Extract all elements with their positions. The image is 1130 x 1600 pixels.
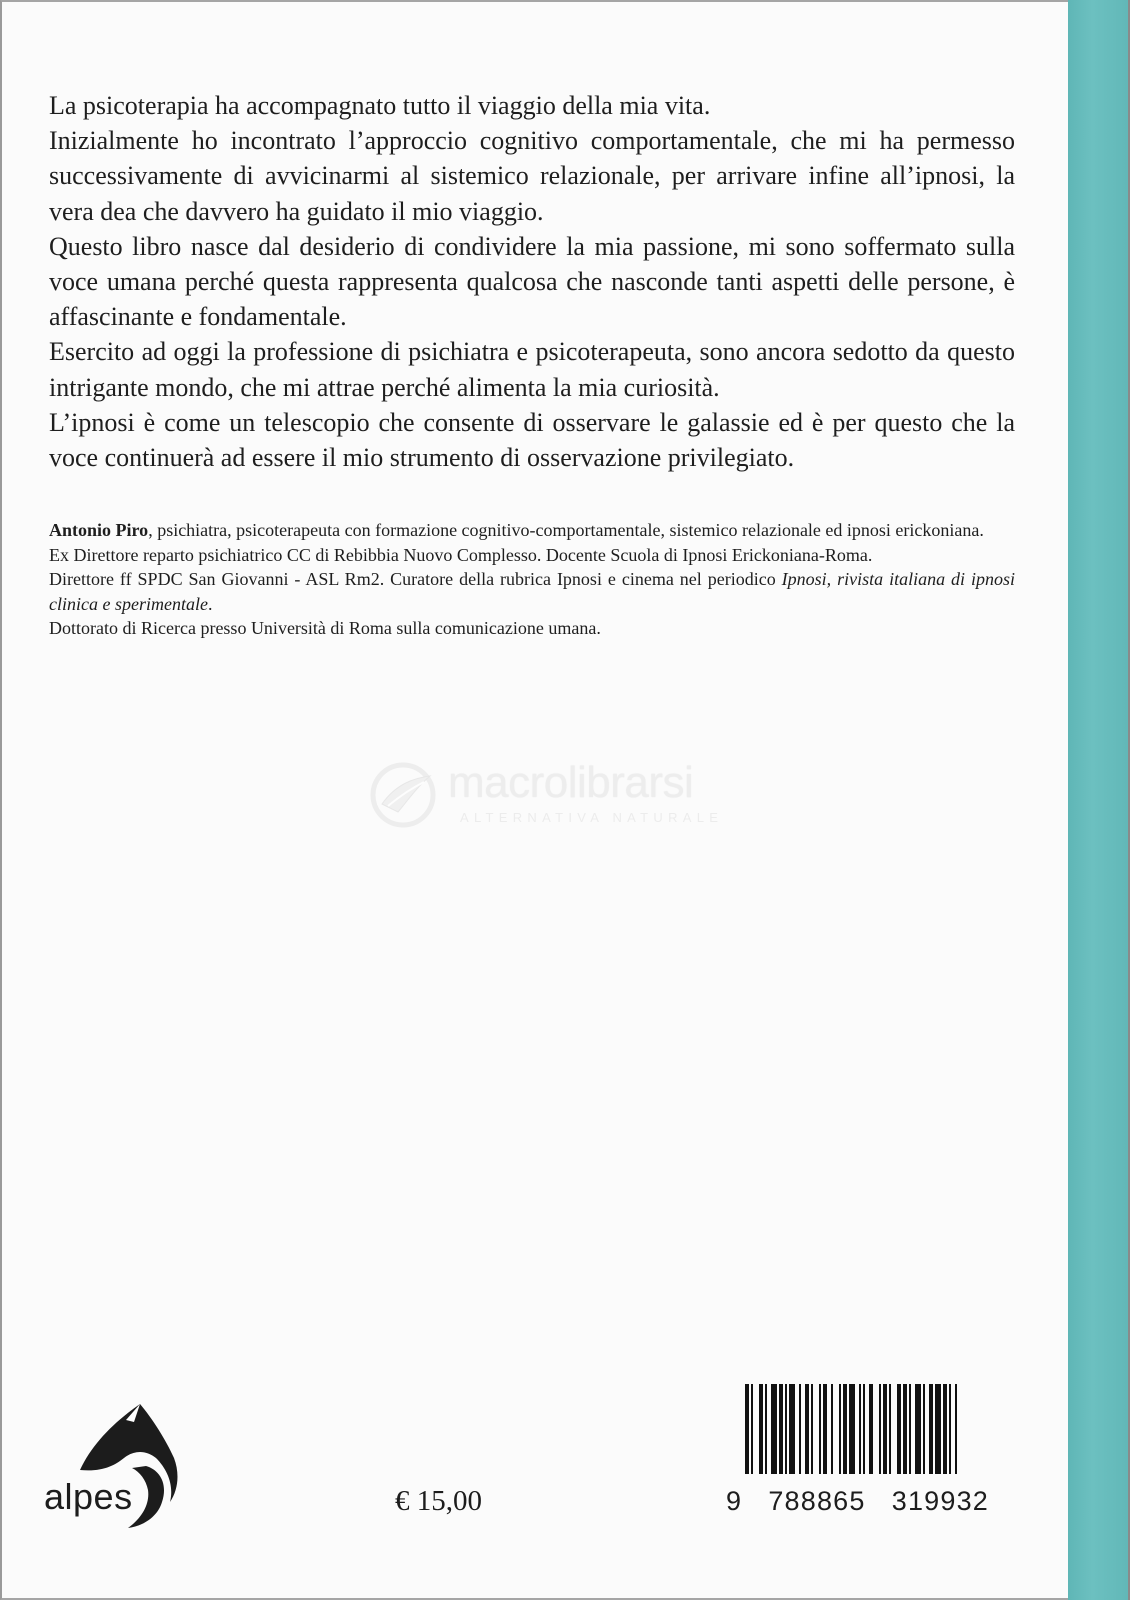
barcode-bar: [811, 1384, 813, 1474]
author-bio: [49, 518, 1015, 641]
watermark-tagline: ALTERNATIVA NATURALE: [460, 810, 724, 825]
blurb-text: [49, 88, 1015, 475]
isbn-number: 9 788865 319932: [726, 1486, 990, 1516]
price-label: € 15,00: [395, 1485, 482, 1517]
watermark-brand: macrolibrarsi: [448, 758, 694, 807]
leaf-swoosh-icon: [368, 760, 438, 830]
barcode-bar: [859, 1384, 861, 1474]
barcode-bar: [863, 1384, 865, 1474]
barcode-bar: [903, 1384, 907, 1474]
periodical-title: Ipnosi, rivista italiana di ipnosi clinica e sperimentale: [49, 569, 1015, 614]
barcode-bar: [909, 1384, 911, 1474]
barcode-bar: [869, 1384, 873, 1474]
author-name: Antonio Piro: [49, 520, 149, 540]
barcode-bar: [897, 1384, 901, 1474]
book-spine-strip: [1068, 0, 1130, 1600]
barcode-bar: [879, 1384, 881, 1474]
barcode-bar: [745, 1384, 749, 1474]
barcode-bar: [789, 1384, 795, 1474]
blurb-paragraph: Questo libro nasce dal desiderio di condividere la mia passione, mi sono soffermato sulla voce umana perché questa rappresenta qualcosa che nasconde tanti aspetti delle persone, è affascinante e fondamentale.: [49, 231, 1015, 332]
bio-text: .: [207, 593, 213, 614]
barcode-bar: [799, 1384, 801, 1474]
barcode-bar: [929, 1384, 933, 1474]
barcode-bar: [765, 1384, 767, 1474]
barcode-bar: [751, 1384, 753, 1474]
barcode-bar: [805, 1384, 809, 1474]
barcode-bar: [779, 1384, 783, 1474]
blurb-paragraph: Esercito ad oggi la professione di psichiatra e psicoterapeuta, sono ancora sedotto da questo intrigante mondo, che mi attrae perché alimenta la mia curiosità.: [49, 337, 1015, 402]
bio-line: Dottorato di Ricerca presso Università di Roma sulla comunicazione umana.: [49, 618, 601, 638]
barcode-bar: [771, 1384, 777, 1474]
barcode-bar: [843, 1384, 847, 1474]
barcode-bar: [839, 1384, 841, 1474]
barcode-bar: [849, 1384, 855, 1474]
barcode-bar: [889, 1384, 891, 1474]
barcode-bar: [883, 1384, 887, 1474]
barcode-bar: [915, 1384, 921, 1474]
barcode-bar: [823, 1384, 827, 1474]
barcode-bar: [923, 1384, 925, 1474]
blurb-paragraph: L’ipnosi è come un telescopio che consente di osservare le galassie ed è per questo che la voce continuerà ad essere il mio strumento di osservazione privilegiato.: [49, 407, 1015, 473]
barcode-bar: [949, 1384, 951, 1474]
watermark: [368, 760, 768, 830]
publisher-name: alpes: [44, 1476, 133, 1517]
bio-line: [49, 567, 1015, 616]
barcode-bar: [955, 1384, 957, 1474]
barcode-bar: [935, 1384, 941, 1474]
isbn-barcode: [745, 1384, 1010, 1474]
barcode-bar: [831, 1384, 833, 1474]
barcode-bar: [759, 1384, 763, 1474]
barcode-bar: [819, 1384, 821, 1474]
blurb-paragraph: La psicoterapia ha accompagnato tutto il viaggio della mia vita.: [49, 91, 711, 120]
bio-line: [49, 518, 1015, 543]
bio-line: Ex Direttore reparto psichiatrico CC di Rebibbia Nuovo Complesso. Docente Scuola di Ipnosi Erickoniana-Roma.: [49, 544, 873, 565]
barcode-bar: [943, 1384, 947, 1474]
bio-text: Direttore ff SPDC San Giovanni - ASL Rm2. Curatore della rubrica Ipnosi e cinema nel periodico: [49, 569, 782, 589]
bio-text: , psichiatra, psicoterapeuta con formazione cognitivo-comportamentale, sistemico relazionale ed ipnosi erickoniana.: [148, 520, 984, 540]
barcode-bar: [785, 1384, 787, 1474]
blurb-paragraph: Inizialmente ho incontrato l’approccio cognitivo comportamentale, che mi ha permesso successivamente di avvicinarmi al sistemico relazionale, per arrivare infine all’ipnosi, la vera dea che davvero ha guidato il mio viaggio.: [49, 126, 1015, 226]
